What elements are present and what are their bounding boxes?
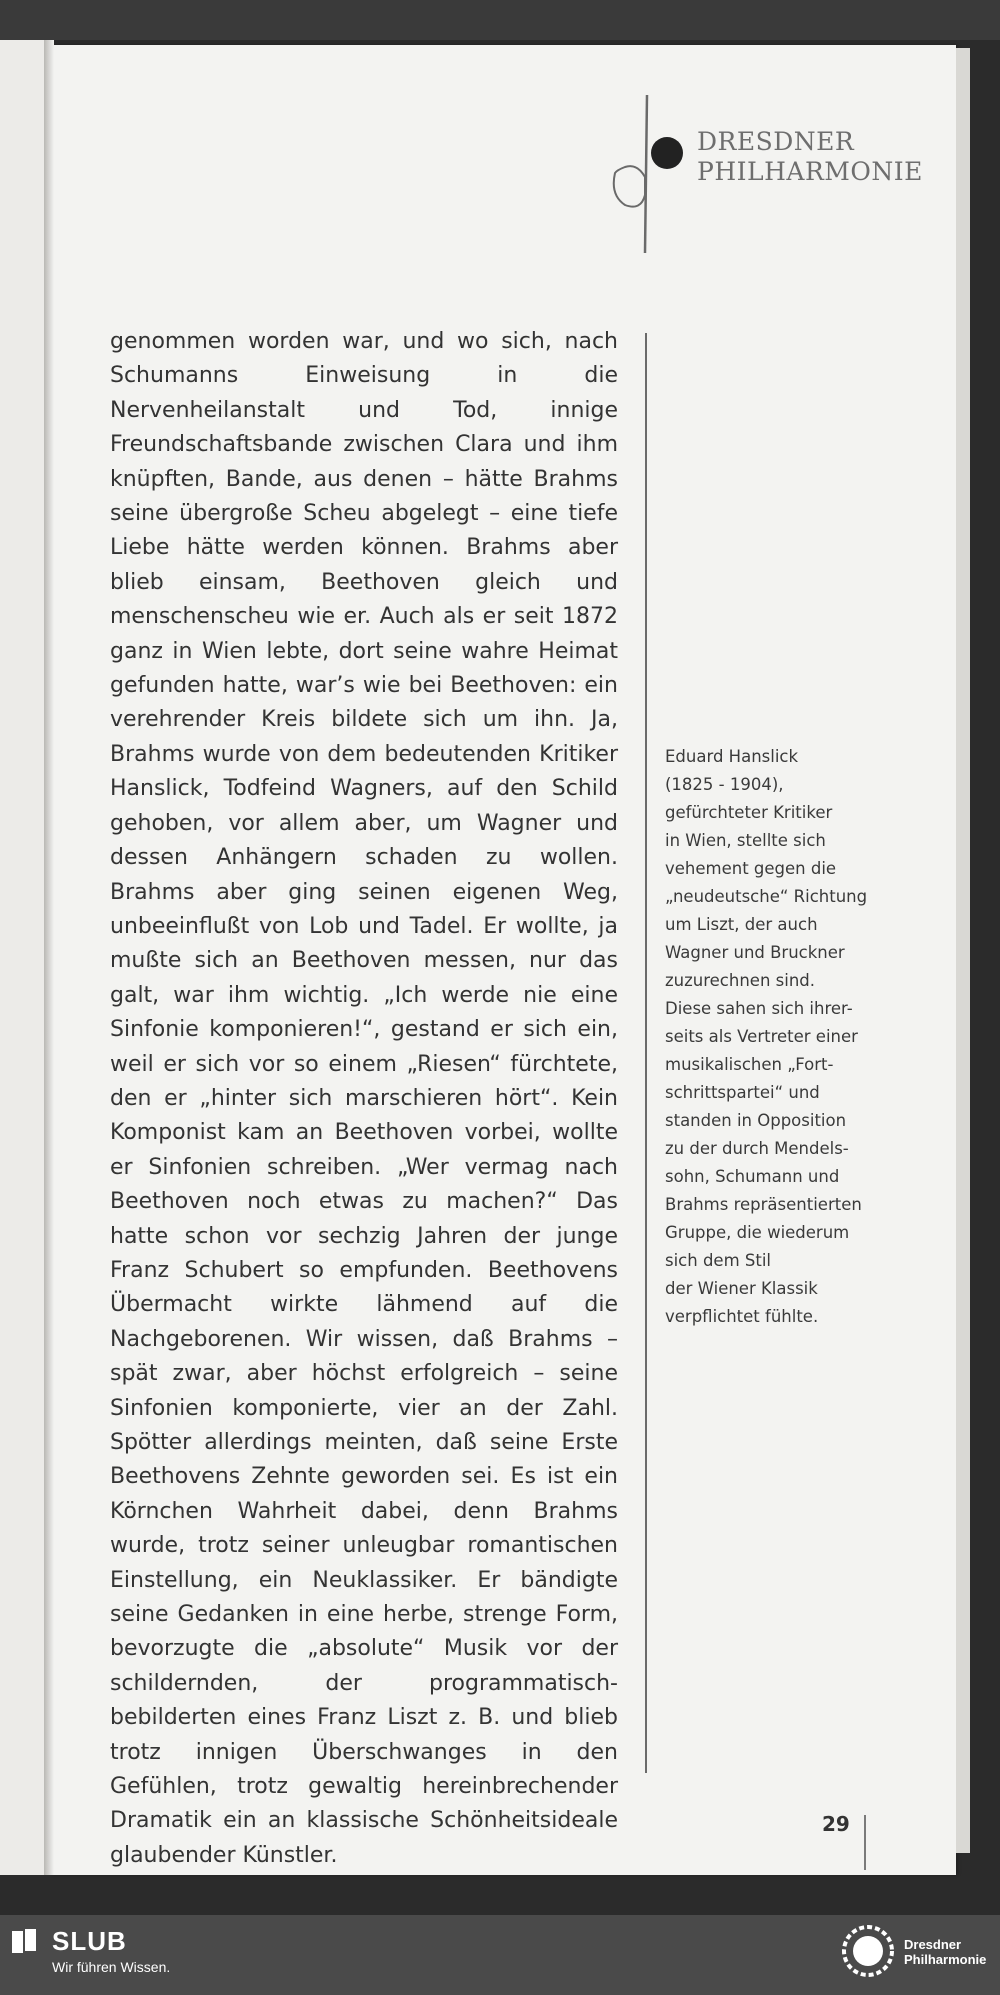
viewer-footer <box>0 1915 1000 1995</box>
page-number-rule <box>864 1815 866 1870</box>
logo-line-1: DRESDNER <box>697 127 855 156</box>
article-body <box>110 325 618 1873</box>
slub-book-icon <box>12 1929 38 1955</box>
page-gutter-shadow <box>44 40 54 1875</box>
dp-monogram-icon <box>555 45 695 265</box>
dp-circle-logo-icon[interactable] <box>840 1923 896 1979</box>
dresdner-philharmonie-logo <box>555 45 923 265</box>
dp-footer-name[interactable]: Dresdner Philharmonie <box>904 1937 987 1967</box>
next-page-edge <box>956 48 970 1853</box>
page-number: 29 <box>822 1812 850 1836</box>
article-paragraph: genommen worden war, und wo sich, nach Schumanns Einweisung in die Nervenheilanstalt und Tod, innige Freundschaftsbande zwischen Clara und ihm knüpften, Bande, aus denen – hätte Brahms seine übergroße Scheu abgelegt – eine tiefe Liebe hätte werden können. Brahms aber blieb einsam, Beethoven gleich und menschenscheu wie er. Auch als er seit 1872 ganz in Wien lebte, dort seine wahre Heimat gefunden hatte, war’s wie bei Beethoven: ein verehrender Kreis bildete sich um ihn. Ja, Brahms wurde von dem bedeutenden Kritiker Hanslick, Todfeind Wagners, auf den Schild gehoben, vor allem aber, um Wagner und dessen Anhängern schaden zu wollen. Brahms aber ging seinen eigenen Weg, unbeeinflußt von Lob und Tadel. Er wollte, ja mußte sich an Beethoven messen, nur das galt, war ihm wichtig. „Ich werde nie eine Sinfonie komponieren!“, gestand er sich ein, weil er sich vor so einem „Riesen“ fürchtete, den er „hinter sich marschieren hört“. Kein Komponist kam an Beethoven vorbei, wollte er Sinfonien schreiben. „Wer vermag nach Beethoven noch etwas zu machen?“ Das hatte schon vor sechzig Jahren der junge Franz Schubert so empfunden. Beethovens Übermacht wirkte lähmend auf die Nachgeborenen. Wir wissen, daß Brahms – spät zwar, aber höchst erfolgreich – seine Sinfonien komponierte, vier an der Zahl. Spötter allerdings meinten, daß seine Erste Beethovens Zehnte geworden sei. Es ist ein Körnchen Wahrheit dabei, denn Brahms wurde, trotz seiner unleugbar romantischen Einstellung, ein Neuklassiker. Er bändigte seine Gedanken in eine herbe, strenge Form, bevorzugte die „absolute“ Musik vor der schildernden, der programmatisch-bebilderten eines Franz Liszt z. B. und blieb trotz innigen Überschwanges in den Gefühlen, trotz gewaltig hereinbrechender Dramatik ein an klassische Schönheitsideale glaubender Künstler. <box>110 329 618 1868</box>
scan-background-top <box>0 0 1000 40</box>
logo-wordmark <box>697 127 923 187</box>
slub-tagline: Wir führen Wissen. <box>52 1959 171 1975</box>
logo-line-2: PHILHARMONIE <box>697 157 923 186</box>
facing-page-edge <box>0 40 45 1875</box>
sidebar-note-hanslick: Eduard Hanslick (1825 - 1904), gefürchteter Kritiker in Wien, stellte sich vehement gegen die „neudeutsche“ Richtung um Liszt, der auch Wagner und Bruckner zuzurechnen sind. Diese sahen sich ihrer- seits als Vertreter einer musikalischen „Fort- schrittspartei“ und standen in Opposition zu der durch Mendels- sohn, Schumann und Brahms repräsentierten Gruppe, die wiederum sich dem Stil der Wiener Klassik verpflichtet fühlte. <box>665 747 868 1326</box>
slub-name[interactable]: SLUB <box>52 1926 127 1956</box>
column-divider <box>645 333 647 1773</box>
